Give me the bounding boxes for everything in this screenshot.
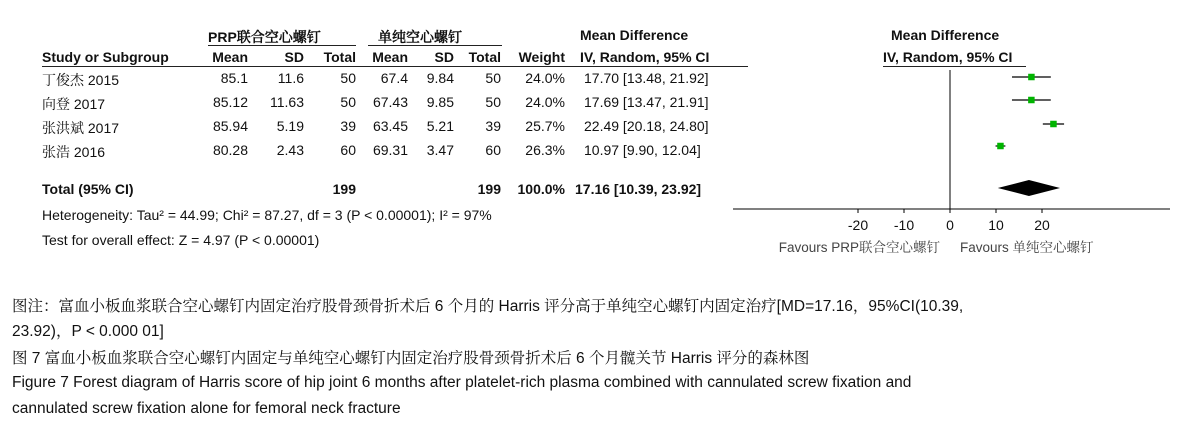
mean-1: 85.12 [212,94,248,110]
total-label: Total (95% CI) [42,181,134,197]
weight: 24.0% [525,94,565,110]
sd-2: 3.47 [426,142,454,158]
group1-header: PRP联合空心螺钉 [208,29,321,45]
study-point-marker [1028,74,1035,81]
mean-1: 85.94 [212,118,248,134]
total-1: 60 [340,142,356,158]
study-name: 张浩 2016 [42,144,106,160]
study-name: 张洪斌 2017 [42,120,120,136]
plot-sub: IV, Random, 95% CI [883,49,1013,65]
mean-2: 67.4 [380,70,408,86]
plot-header: Mean Difference [891,27,1000,43]
md-ci: 17.69 [13.47, 21.91] [584,94,709,110]
md-ci: 17.70 [13.48, 21.92] [584,70,709,86]
sd-2: 5.21 [426,118,454,134]
col-sd-1: SD [284,49,304,65]
pooled-diamond [998,180,1060,196]
mean-1: 80.28 [212,142,248,158]
mean-2: 63.45 [372,118,408,134]
col-mean-1: Mean [212,49,248,65]
study-point-marker [1028,97,1035,104]
mean-2: 67.43 [372,94,408,110]
col-total-1: Total [323,49,356,65]
total-weight: 100.0% [517,181,565,197]
md-ci: 10.97 [9.90, 12.04] [584,142,701,158]
weight: 26.3% [525,142,565,158]
sd-2: 9.84 [426,70,454,86]
md-ci: 22.49 [20.18, 24.80] [584,118,709,134]
figure-note-line2: 23.92)，P < 0.000 01] [12,323,164,340]
total-n1: 199 [332,181,356,197]
sd-1: 11.63 [270,94,304,110]
col-weight: Weight [518,49,565,65]
total-2: 50 [485,70,501,86]
sd-1: 2.43 [276,142,304,158]
md-header: Mean Difference [580,27,689,43]
study-point-marker [1050,121,1057,128]
col-mean-2: Mean [372,49,408,65]
x-tick-label: -10 [893,217,915,233]
mean-2: 69.31 [372,142,408,158]
group2-header: 单纯空心螺钉 [378,29,462,45]
sd-1: 5.19 [276,118,304,134]
total-1: 50 [340,94,356,110]
favours-left-label: Favours PRP联合空心螺钉 [778,240,940,255]
mean-1: 85.1 [220,70,248,86]
heterogeneity-text: Heterogeneity: Tau² = 44.99; Chi² = 87.27, df = 3 (P < 0.00001); I² = 97% [42,207,492,223]
figure-title-cn: 图 7 富血小板血浆联合空心螺钉内固定与单纯空心螺钉内固定治疗股骨颈骨折术后 6 个月髋关节 Harris 评分的森林图 [12,350,810,367]
total-2: 39 [485,118,501,134]
favours-right-label: Favours 单纯空心螺钉 [960,240,1094,255]
col-total-2: Total [468,49,501,65]
figure-title-en-line2: cannulated screw fixation alone for femoral neck fracture [12,400,401,417]
sd-1: 11.6 [277,70,304,86]
x-tick-label: -20 [847,217,869,233]
sd-2: 9.85 [426,94,454,110]
study-name: 丁俊杰 2015 [42,72,120,88]
col-md-sub: IV, Random, 95% CI [580,49,710,65]
total-2: 60 [485,142,501,158]
total-2: 50 [485,94,501,110]
total-1: 39 [340,118,356,134]
col-sd-2: SD [434,49,454,65]
weight: 25.7% [525,118,565,134]
x-tick-label: 20 [1034,217,1050,233]
total-ci: 17.16 [10.39, 23.92] [575,181,702,197]
total-n2: 199 [477,181,501,197]
total-1: 50 [340,70,356,86]
overall-effect-text: Test for overall effect: Z = 4.97 (P < 0.00001) [42,232,320,248]
x-tick-label: 10 [988,217,1004,233]
col-study: Study or Subgroup [42,49,169,65]
weight: 24.0% [525,70,565,86]
study-name: 向登 2017 [42,96,106,112]
x-tick-label: 0 [946,217,954,233]
study-point-marker [997,143,1004,150]
figure-title-en-line1: Figure 7 Forest diagram of Harris score of hip joint 6 months after platelet-rich plasma combined with cannulated screw fixation and [12,374,912,391]
figure-note-line1: 图注：富血小板血浆联合空心螺钉内固定治疗股骨颈骨折术后 6 个月的 Harris 评分高于单纯空心螺钉内固定治疗[MD=17.16，95%CI(10.39, [12,298,964,315]
